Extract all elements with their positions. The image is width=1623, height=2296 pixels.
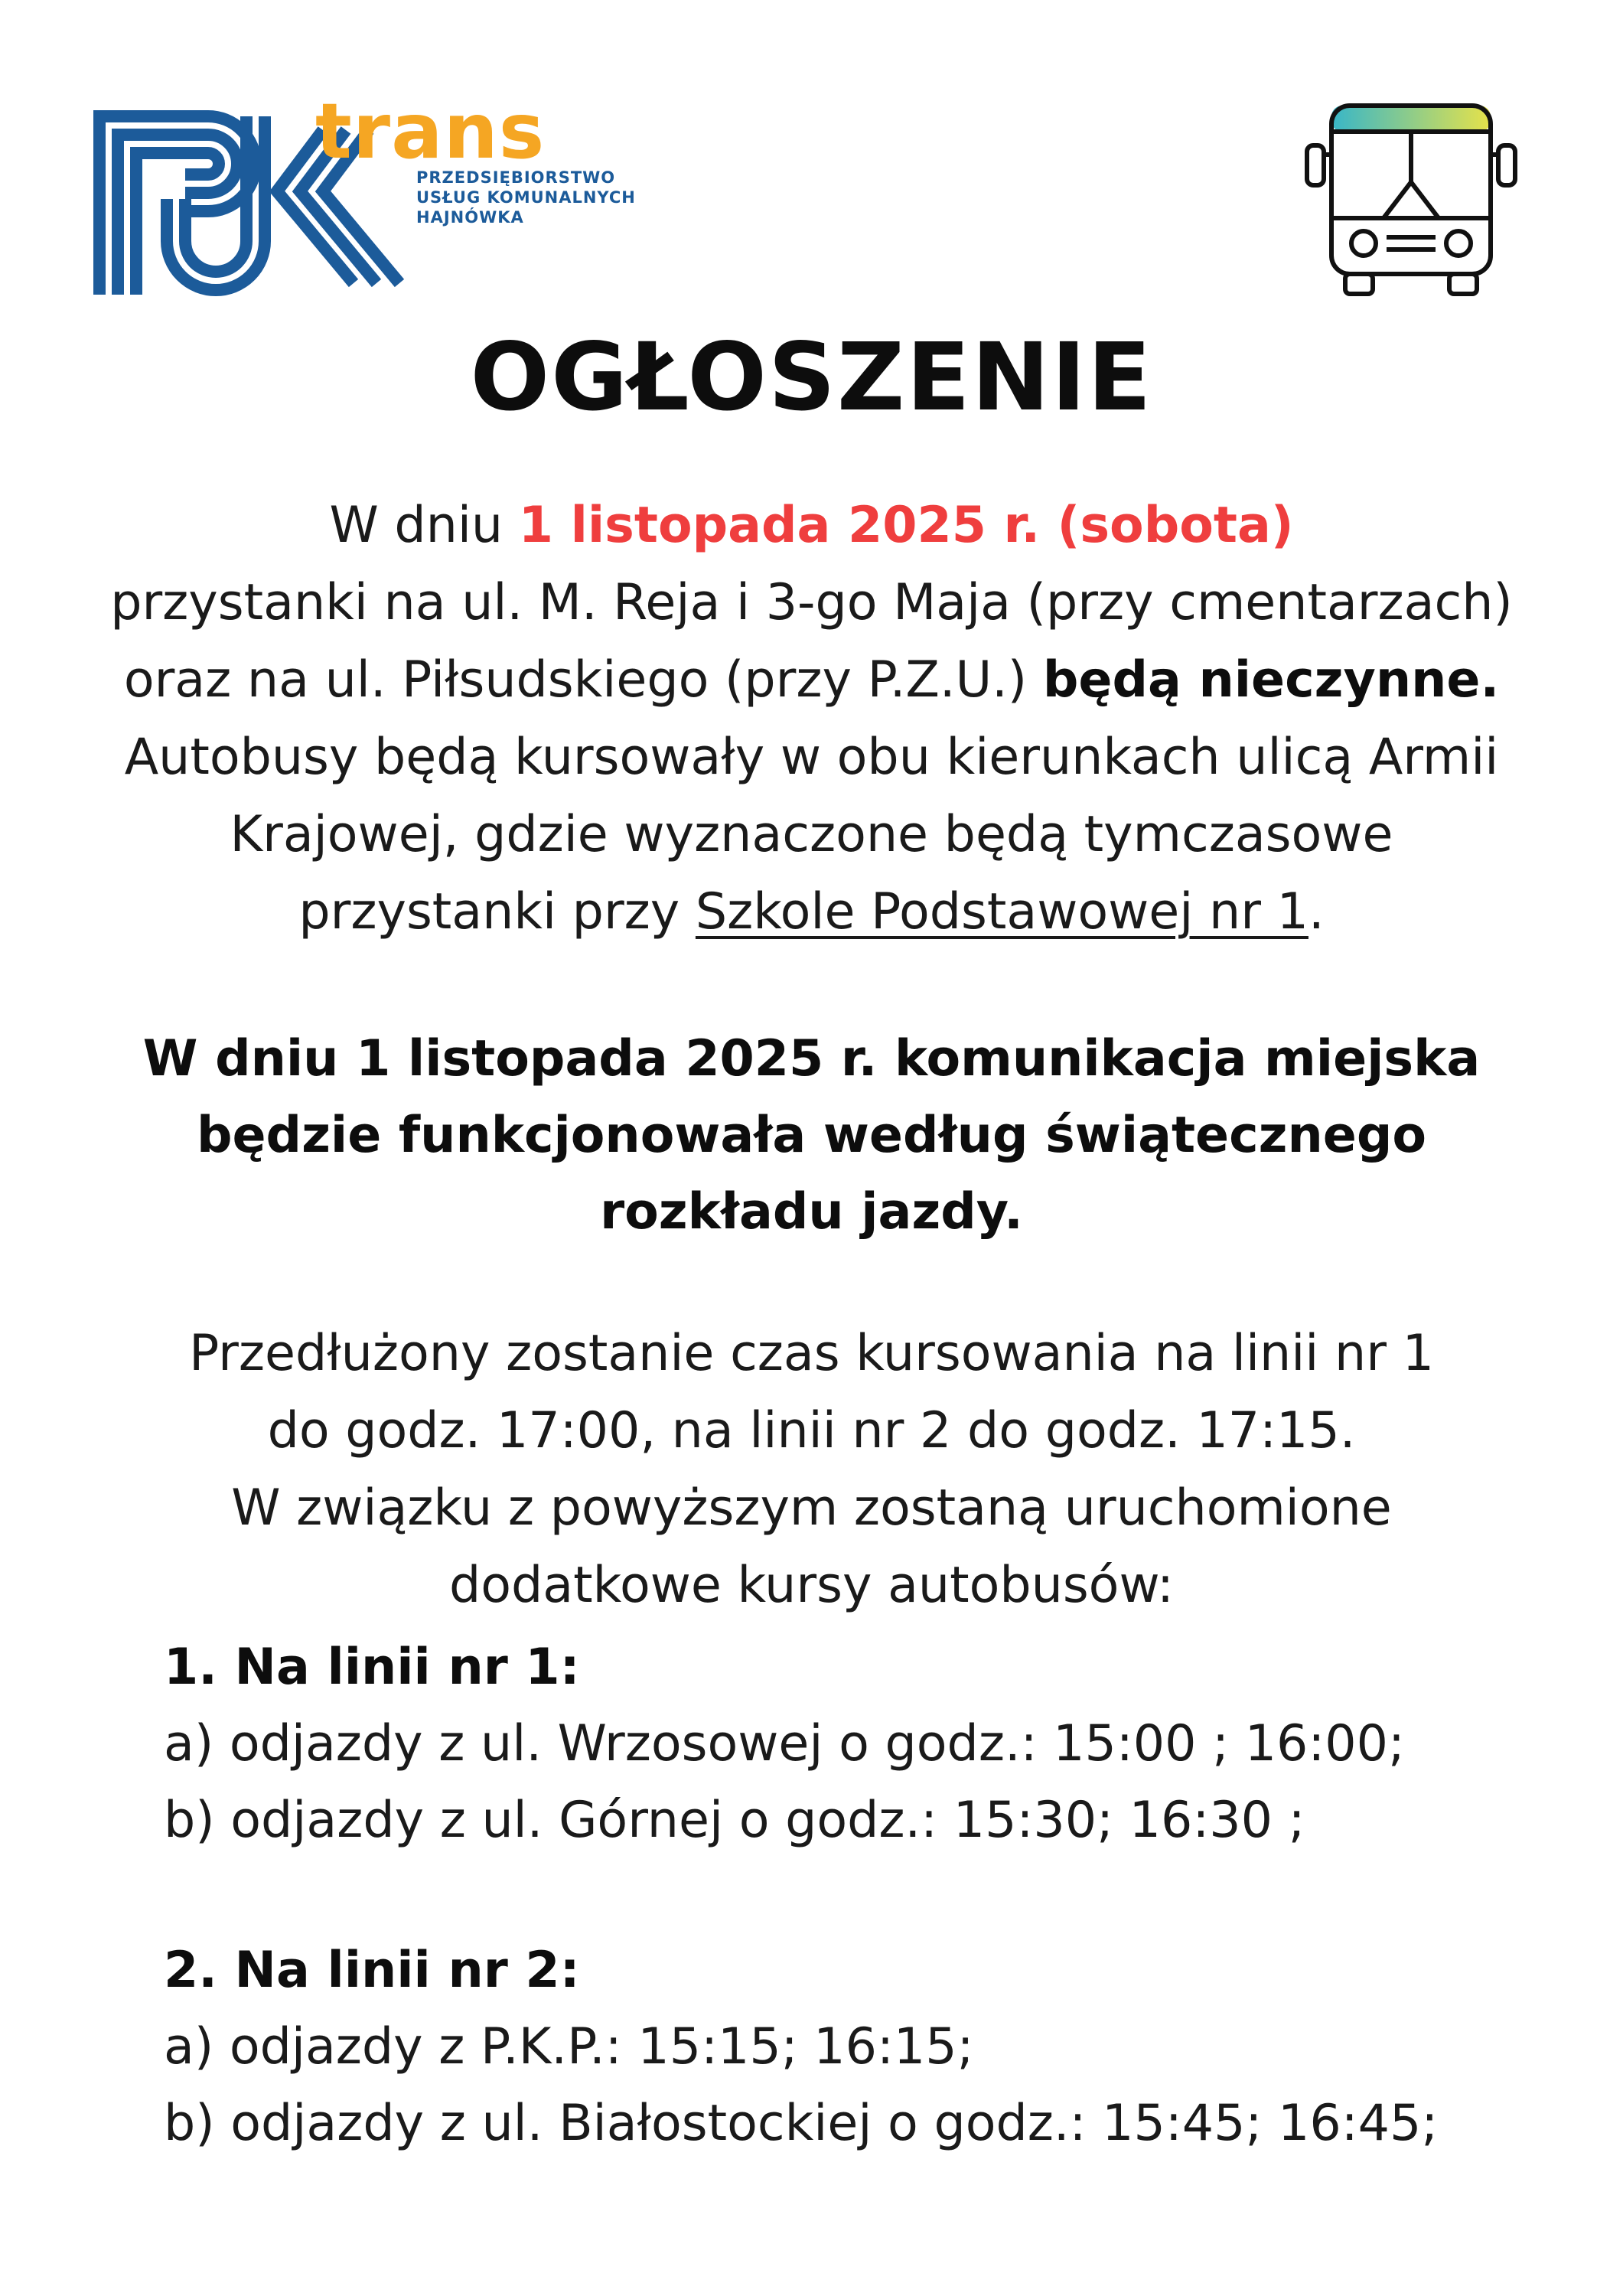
closed-emphasis: będą nieczynne. <box>1042 651 1500 709</box>
brand-trans-text: trans <box>315 86 546 176</box>
extension-line: W związku z powyższym zostaną uruchomione <box>231 1479 1392 1537</box>
holiday-line: będzie funkcjonowała według świątecznego <box>196 1107 1427 1164</box>
extension-notice <box>107 1315 1516 1624</box>
notice-temp-line: Krajowej, gdzie wyznaczone będą tymczasowe <box>230 806 1393 863</box>
list-item: b) odjazdy z ul. Górnej o godz.: 15:30; 16:30 ; <box>164 1792 1305 1849</box>
extension-line: do godz. 17:00, na linii nr 2 do godz. 17:15. <box>267 1402 1356 1459</box>
notice-buses-line: Autobusy będą kursowały w obu kierunkach ulicą Armii <box>124 729 1499 786</box>
holiday-schedule-notice <box>107 1021 1516 1251</box>
logo-tagline-1: PRZEDSIĘBIORSTWO <box>416 168 616 187</box>
bus-icon <box>1301 99 1523 298</box>
holiday-line: W dniu 1 listopada 2025 r. komunikacja miejska <box>142 1030 1481 1088</box>
page-title: OGŁOSZENIE <box>470 323 1153 432</box>
list-item: a) odjazdy z ul. Wrzosowej o godz.: 15:00 ; 16:00; <box>164 1715 1405 1773</box>
list-item: a) odjazdy z P.K.P.: 15:15; 16:15; <box>164 2018 974 2076</box>
extension-line: Przedłużony zostanie czas kursowania na linii nr 1 <box>189 1325 1434 1382</box>
line-1-heading: 1. Na linii nr 1: <box>164 1639 580 1696</box>
holiday-line: rozkładu jazdy. <box>600 1183 1023 1241</box>
logo-tagline-3: HAJNÓWKA <box>416 208 524 227</box>
list-item: b) odjazdy z ul. Białostockiej o godz.: 15:45; 16:45; <box>164 2095 1439 2152</box>
line-2-heading: 2. Na linii nr 2: <box>164 1942 580 1999</box>
logo-tagline-2: USŁUG KOMUNALNYCH <box>416 188 636 207</box>
company-logo <box>93 86 675 306</box>
notice-date-line: W dniu 1 listopada 2025 r. (sobota) <box>329 497 1294 554</box>
notice-pzu-line: oraz na ul. Piłsudskiego (przy P.Z.U.) będą nieczynne. <box>123 651 1500 709</box>
school-underlined-text: Szkole Podstawowej nr 1 <box>695 883 1309 941</box>
extension-line: dodatkowe kursy autobusów: <box>449 1557 1174 1614</box>
date-highlight: 1 listopada 2025 r. (sobota) <box>518 497 1294 554</box>
notice-school-line: przystanki przy Szkole Podstawowej nr 1. <box>298 883 1325 941</box>
closure-notice <box>69 487 1554 951</box>
notice-stops-line: przystanki na ul. M. Reja i 3-go Maja (przy cmentarzach) <box>110 574 1513 631</box>
